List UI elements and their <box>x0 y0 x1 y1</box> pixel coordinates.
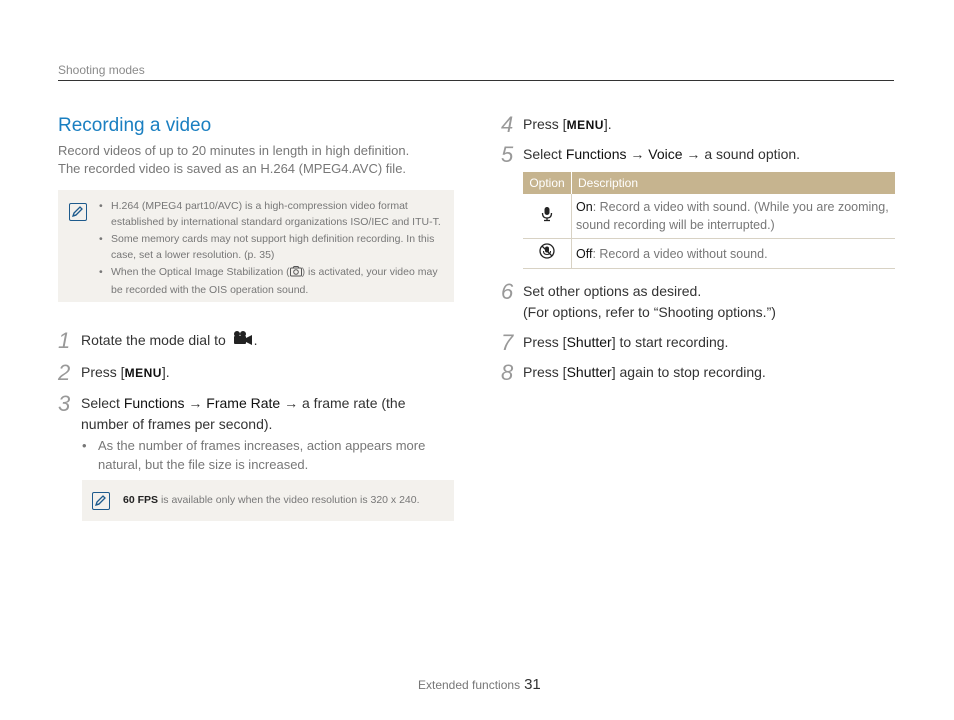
step-number-2: 2 <box>58 360 71 385</box>
shutter-keyword: Shutter <box>566 364 612 380</box>
step-5-text <box>523 144 800 165</box>
step-1-text <box>81 330 258 352</box>
ois-icon <box>290 266 302 282</box>
step-4-text <box>523 114 612 136</box>
on-description-1: : Record a video with sound. (While you are zooming, <box>592 200 889 214</box>
step-4-post: ]. <box>603 116 612 132</box>
step-number-1: 1 <box>58 328 71 353</box>
intro-text <box>58 142 458 178</box>
on-description-line-2: sound recording will be interrupted.) <box>576 218 775 232</box>
section-title: Recording a video <box>58 115 212 136</box>
table-row <box>523 239 895 269</box>
step-3-pre: Select <box>81 395 124 411</box>
step-3-line-2: number of frames per second). <box>81 416 273 432</box>
table-header-row <box>523 172 895 194</box>
step-number-6: 6 <box>501 279 514 304</box>
table-cell-icon <box>523 239 572 269</box>
off-keyword: Off <box>576 246 593 261</box>
arrow: → <box>626 146 649 162</box>
step-number-8: 8 <box>501 360 514 385</box>
step-3-bullet-line-1: • As the number of frames increases, action appears more <box>98 438 426 453</box>
table-row <box>523 194 895 239</box>
step-8-text <box>523 362 766 383</box>
note-box-2 <box>82 480 454 521</box>
step-7-pre: Press [ <box>523 334 567 350</box>
note-2-text <box>123 493 443 507</box>
step-6-line-2: (For options, refer to “Shooting options.”) <box>523 304 776 320</box>
table-cell-description <box>572 194 896 239</box>
step-4-pre: Press [ <box>523 116 567 132</box>
intro-line-1: Record videos of up to 20 minutes in length in high definition. <box>58 143 410 158</box>
arrow: → <box>682 146 705 162</box>
step-2-pre: Press [ <box>81 364 125 380</box>
frame-rate-keyword: Frame Rate <box>206 395 281 411</box>
step-number-3: 3 <box>58 391 71 416</box>
table-cell-icon <box>523 194 572 239</box>
step-1-end: . <box>253 332 258 348</box>
functions-keyword: Functions <box>123 395 185 411</box>
step-3-text <box>81 393 451 435</box>
step-3-bullet-line-2: natural, but the file size is increased. <box>98 457 309 472</box>
step-5-pre: Select <box>523 146 566 162</box>
header-section-label: Shooting modes <box>58 63 145 77</box>
table-header-description: Description <box>572 172 896 194</box>
note-icon <box>69 203 87 221</box>
on-keyword: On <box>576 200 593 214</box>
menu-key-label: MENU <box>124 366 162 380</box>
note-icon <box>92 492 110 510</box>
step-7-post: ] to start recording. <box>611 334 729 350</box>
step-3-post-1: a frame rate (the <box>302 395 406 411</box>
page-footer <box>418 676 541 693</box>
step-number-5: 5 <box>501 142 514 167</box>
step-7-text <box>523 332 728 353</box>
step-6-text <box>523 281 776 323</box>
voice-keyword: Voice <box>648 146 683 162</box>
step-number-4: 4 <box>501 112 514 137</box>
table-cell-description <box>572 239 896 269</box>
fps-keyword: 60 FPS <box>123 494 159 506</box>
microphone-on-icon <box>540 211 554 225</box>
note-item: • H.264 (MPEG4 part10/AVC) is a high-compression video format established by international standard organizations ISO/IEC and ITU-T. <box>99 198 444 230</box>
on-description-line-1 <box>576 198 891 216</box>
step-1-label: Rotate the mode dial to <box>81 332 226 348</box>
step-2-post: ]. <box>161 364 170 380</box>
step-8-pre: Press [ <box>523 364 567 380</box>
voice-options-table <box>523 172 895 269</box>
step-8-post: ] again to stop recording. <box>611 364 766 380</box>
table-header-option: Option <box>523 172 572 194</box>
note-item <box>99 264 444 298</box>
footer-label: Extended functions <box>418 678 521 692</box>
microphone-off-icon <box>539 248 555 262</box>
off-description: : Record a video without sound. <box>592 246 768 261</box>
note-list <box>99 198 444 299</box>
step-number-7: 7 <box>501 330 514 355</box>
arrow: → <box>184 395 207 411</box>
step-2-text <box>81 362 170 384</box>
step-6-line-1: Set other options as desired. <box>523 283 702 299</box>
step-5-post: a sound option. <box>704 146 801 162</box>
functions-keyword: Functions <box>565 146 627 162</box>
note-item: • Some memory cards may not support high definition recording. In this case, set a lower resolution. (p. 35) <box>99 231 444 263</box>
step-3-line-1 <box>81 393 451 414</box>
menu-key-label: MENU <box>566 118 604 132</box>
shutter-keyword: Shutter <box>566 334 612 350</box>
arrow: → <box>280 395 302 411</box>
intro-line-2: The recorded video is saved as an H.264 (MPEG4.AVC) file. <box>58 161 407 176</box>
note-item-text-b: ) is activated, your video may be recorded with the OIS operation sound. <box>111 266 438 296</box>
header-divider <box>58 80 894 81</box>
page-number: 31 <box>524 676 541 693</box>
note-2-body: is available only when the video resolution is 320 x 240. <box>158 494 420 506</box>
note-box-1 <box>58 190 454 302</box>
step-3-bullet <box>82 436 458 474</box>
video-mode-icon <box>232 330 254 352</box>
note-item-text-a: When the Optical Image Stabilization ( <box>111 266 290 278</box>
